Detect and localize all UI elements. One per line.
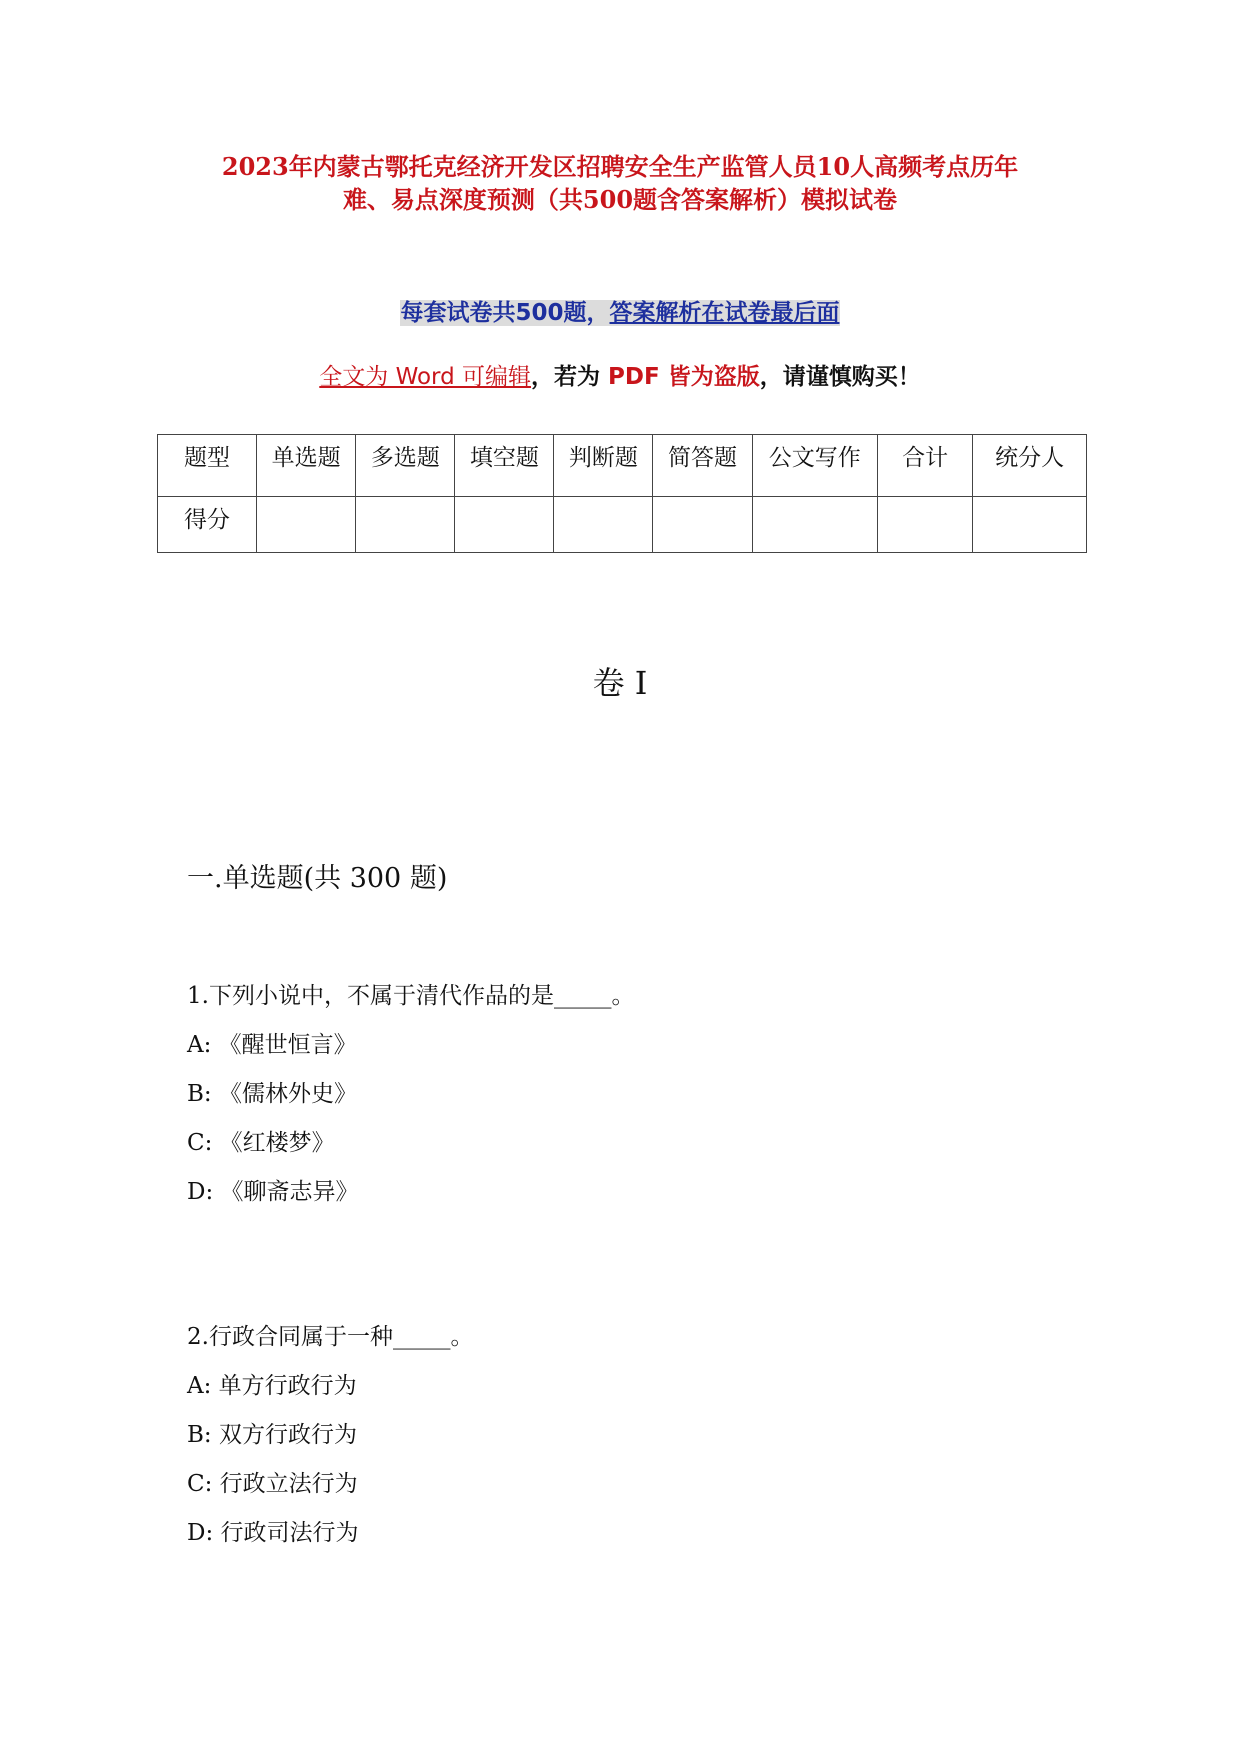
score-cell[interactable]: [257, 497, 356, 553]
score-cell[interactable]: [554, 497, 653, 553]
option: B: 双方行政行为: [187, 1422, 357, 1448]
score-cell[interactable]: [356, 497, 455, 553]
option: B: 《儒林外史》: [187, 1081, 357, 1107]
warning-text-2: ，请谨慎购买！: [759, 364, 921, 390]
header-cell: 合计: [877, 435, 972, 497]
option: D: 行政司法行为: [187, 1520, 359, 1546]
option: A: 《醒世恒言》: [187, 1032, 357, 1058]
notice-text-1: 每套试卷共: [400, 300, 516, 326]
score-cell[interactable]: [653, 497, 752, 553]
question-stem: 1.下列小说中，不属于清代作品的是_____。: [187, 983, 635, 1009]
score-table-score-row: [158, 497, 1087, 553]
document-title-line-1: 2023年内蒙古鄂托克经济开发区招聘安全生产监管人员10人高频考点历年: [221, 152, 1019, 181]
option: A: 单方行政行为: [187, 1373, 357, 1399]
score-cell[interactable]: [973, 497, 1087, 553]
row-label-cell: 得分: [158, 497, 257, 553]
option: C: 行政立法行为: [187, 1471, 358, 1497]
header-cell: 题型: [158, 435, 257, 497]
score-cell[interactable]: [455, 497, 554, 553]
header-cell: 简答题: [653, 435, 752, 497]
header-cell: 公文写作: [752, 435, 877, 497]
word-editable-link[interactable]: 全文为 Word 可编辑: [319, 364, 532, 390]
document-title-line-2: 难、易点深度预测（共500题含答案解析）模拟试卷: [342, 185, 898, 214]
notice-text-2: 题，: [563, 300, 610, 326]
answer-notice: [0, 294, 1240, 327]
warning-text-1: ，若为: [531, 364, 601, 390]
header-cell: 多选题: [356, 435, 455, 497]
header-cell: 单选题: [257, 435, 356, 497]
section-heading: 一.单选题(共 300 题): [187, 863, 448, 894]
header-cell: 填空题: [455, 435, 554, 497]
warning-pdf: PDF 皆为盗版: [600, 364, 760, 390]
notice-count: 500: [515, 300, 564, 326]
question-stem: 2.行政合同属于一种_____。: [187, 1324, 474, 1350]
score-table-header-row: [158, 435, 1087, 497]
editable-warning: [0, 358, 1240, 391]
header-cell: 判断题: [554, 435, 653, 497]
option: D: 《聊斋志异》: [187, 1179, 359, 1205]
volume-heading: 卷 I: [592, 664, 648, 702]
header-cell: 统分人: [973, 435, 1087, 497]
answer-location-link[interactable]: 答案解析在试卷最后面: [609, 300, 840, 326]
score-table: [157, 434, 1087, 553]
score-cell[interactable]: [877, 497, 972, 553]
option: C: 《红楼梦》: [187, 1130, 335, 1156]
score-cell[interactable]: [752, 497, 877, 553]
